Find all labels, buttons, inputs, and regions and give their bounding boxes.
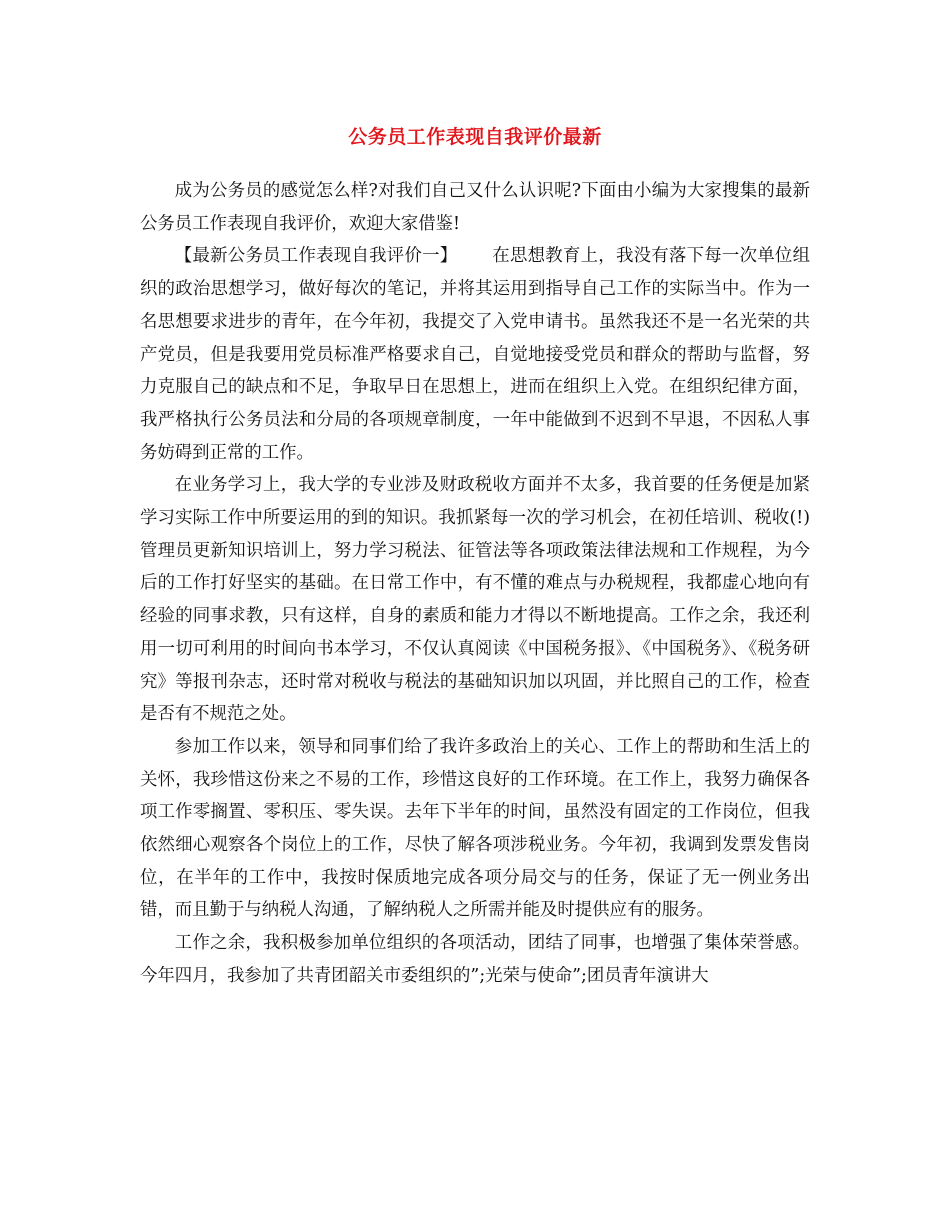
business-study-paragraph: 在业务学习上，我大学的专业涉及财政税收方面并不太多，我首要的任务便是加紧学习实际工作中所要运用的到的知识。我抓紧每一次的学习机会，在初任培训、税收(!)管理员更新知识培训上，努力学习税法、征管法等各项政策法律法规和工作规程，为今后的工作打好坚实的基础。在日常工作中，有不懂的难点与办税规程，我都虚心地向有经验的同事求教，只有这样，自身的素质和能力才得以不断地提高。工作之余，我还利用一切可利用的时间向书本学习，不仅认真阅读《中国税务报》、《中国税务》、《税务研究》等报刊杂志，还时常对税收与税法的基础知识加以巩固，并比照自己的工作，检查是否有不规范之处。 <box>140 475 810 725</box>
section-one-paragraph <box>140 240 810 469</box>
section-one-text: 在思想教育上，我没有落下每一次单位组织的政治思想学习，做好每次的笔记，并将其运用到指导自己工作的实际当中。作为一名思想要求进步的青年，在今年初，我提交了入党申请书。虽然我还不是一名光荣的共产党员，但是我要用党员标准严格要求自己，自觉地接受党员和群众的帮助与监督，努力克服自己的缺点和不足，争取早日在思想上，进而在组织上入党。在组织纪律方面，我严格执行公务员法和分局的各项规章制度，一年中能做到不迟到不早退，不因私人事务妨碍到正常的工作。 <box>140 246 810 463</box>
activities-paragraph: 工作之余，我积极参加单位组织的各项活动，团结了同事，也增强了集体荣誉感。今年四月，我参加了共青团韶关市委组织的”;光荣与使命”;团员青年演讲大 <box>140 933 810 986</box>
section-heading: 【最新公务员工作表现自我评价一】 <box>174 246 458 267</box>
document-title: 公务员工作表现自我评价最新 <box>348 126 602 148</box>
work-experience-paragraph: 参加工作以来，领导和同事们给了我许多政治上的关心、工作上的帮助和生活上的关怀，我珍惜这份来之不易的工作，珍惜这良好的工作环境。在工作上，我努力确保各项工作零搁置、零积压、零失误。去年下半年的时间，虽然没有固定的工作岗位，但我依然细心观察各个岗位上的工作，尽快了解各项涉税业务。今年初，我调到发票发售岗位，在半年的工作中，我按时保质地完成各项分局交与的任务，保证了无一例业务出错，而且勤于与纳税人沟通，了解纳税人之所需并能及时提供应有的服务。 <box>140 736 810 921</box>
heading-gap <box>457 246 492 266</box>
intro-paragraph: 成为公务员的感觉怎么样?对我们自己又什么认识呢?下面由小编为大家搜集的最新公务员工作表现自我评价，欢迎大家借鉴! <box>140 181 810 234</box>
